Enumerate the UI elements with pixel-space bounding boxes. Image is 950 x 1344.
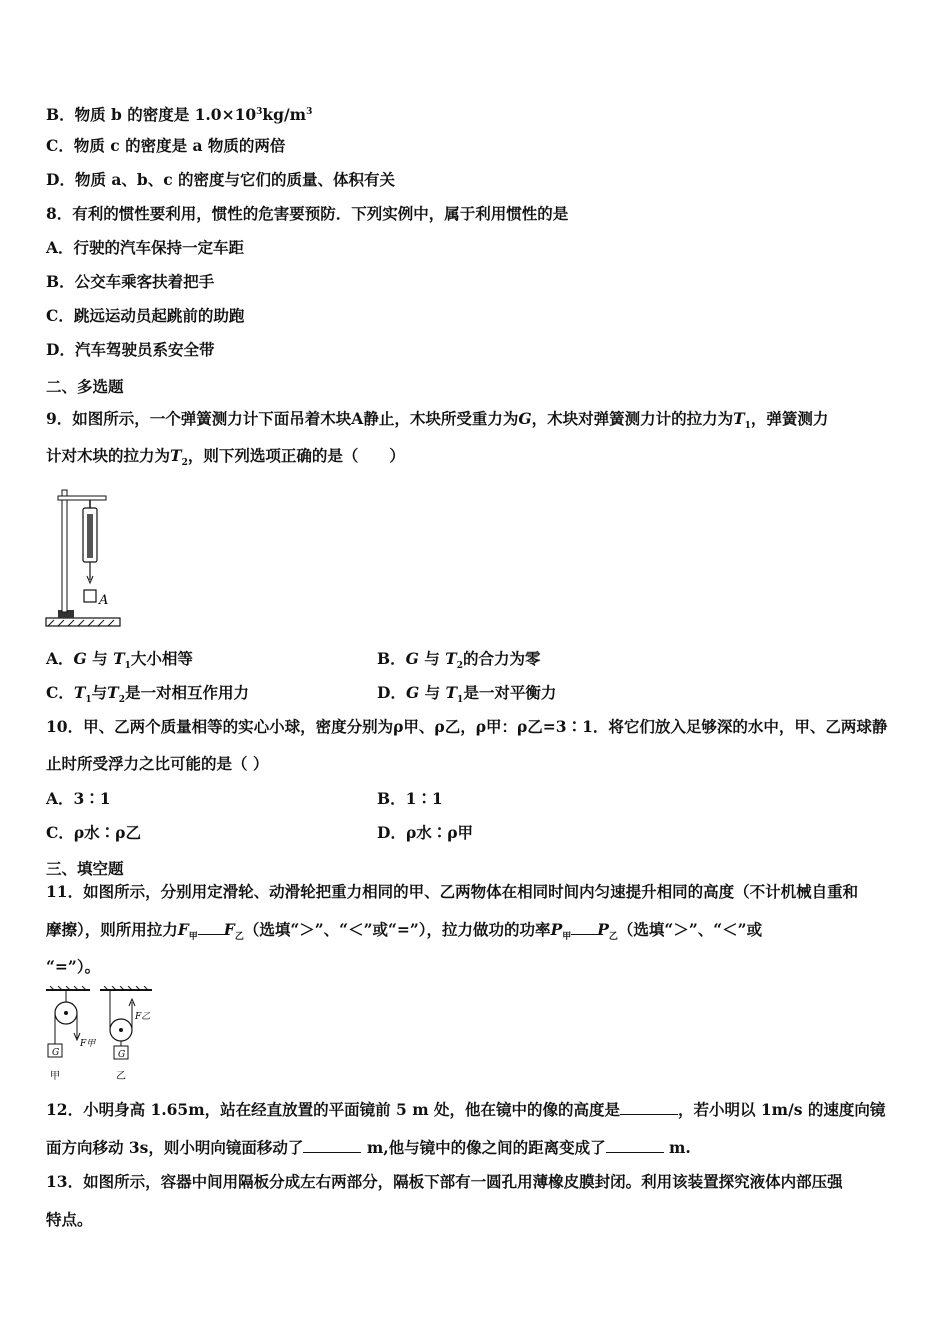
q7-option-c: C．物质 c 的密度是 a 物质的两倍 xyxy=(46,136,286,155)
q8-option-c: C．跳远运动员起跳前的助跑 xyxy=(46,306,245,325)
answer-blank[interactable] xyxy=(620,1100,678,1115)
q10-option-d: D．ρ水∶ρ甲 xyxy=(377,823,474,842)
spring-scale-figure xyxy=(44,484,126,634)
q10-option-c: C．ρ水∶ρ乙 xyxy=(46,823,141,842)
q13-stem-line1: 13．如图所示，容器中间用隔板分成左右两部分，隔板下部有一圆孔用薄橡皮膜封闭。利用该装置探究液体内部压强 xyxy=(46,1172,843,1191)
q11-stem-line2: 摩擦），则所用拉力$F_甲$ $F_乙$（选填“＞”、“＜”或“=”），拉力做功的功率$P_甲$ $P_乙$（选填“＞”、“＜”或 xyxy=(46,920,763,943)
q9-stem-line2: 计对木块的拉力为$T_2$，则下列选项正确的是（ ） xyxy=(46,446,405,469)
q13-stem-line2: 特点。 xyxy=(46,1210,93,1229)
q12-stem-line2: 面方向移动 3s，则小明向镜面移动了 m,他与镜中的像之间的距离变成了 m. xyxy=(46,1138,691,1157)
q10-option-a: A．3∶1 xyxy=(46,789,111,808)
svg-text:F乙: F乙 xyxy=(135,1012,151,1022)
q10-stem-line1: 10．甲、乙两个质量相等的实心小球，密度分别为ρ甲、ρ乙，ρ甲：ρ乙=3∶1．将它们放入足够深的水中，甲、乙两球静 xyxy=(46,717,888,736)
q9-option-d: D．G 与 $T_1$是一对平衡力 xyxy=(377,683,557,706)
svg-text:G: G xyxy=(52,1048,60,1058)
q12-stem-line1: 12．小明身高 1.65m，站在经直放置的平面镜前 5 m 处，他在镜中的像的高度是 ，若小明以 1m/s 的速度向镜 xyxy=(46,1100,886,1119)
answer-blank[interactable] xyxy=(571,920,597,935)
pulley-figure xyxy=(44,986,156,1086)
q8-option-d: D．汽车驾驶员系安全带 xyxy=(46,340,215,359)
block-label: A xyxy=(99,593,109,608)
svg-text:甲: 甲 xyxy=(50,1071,60,1082)
q9-option-b: B．G 与 $T_2$的合力为零 xyxy=(377,649,541,672)
q7-option-b: B．物质 b 的密度是 $1.0\times 10^3kg/m^3$ xyxy=(46,105,313,125)
q7-option-d: D．物质 a、b、c 的密度与它们的质量、体积有关 xyxy=(46,170,396,189)
q11-stem-line3: “=”）。 xyxy=(46,957,101,976)
q9-option-c: C．$T_1$与$T_2$是一对相互作用力 xyxy=(46,683,249,706)
q9-stem-line1: 9．如图所示，一个弹簧测力计下面吊着木块A静止，木块所受重力为G，木块对弹簧测力计的拉力为$T_1$，弹簧测力 xyxy=(46,409,829,432)
q11-stem-line1: 11．如图所示，分别用定滑轮、动滑轮把重力相同的甲、乙两物体在相同时间内匀速提升相同的高度（不计机械自重和 xyxy=(46,882,859,901)
q8-option-a: A．行驶的汽车保持一定车距 xyxy=(46,238,245,257)
q8-stem: 8．有利的惯性要利用，惯性的危害要预防．下列实例中，属于利用惯性的是 xyxy=(46,204,569,223)
q10-option-b: B．1∶1 xyxy=(377,789,443,808)
svg-text:乙: 乙 xyxy=(116,1071,126,1082)
answer-blank[interactable] xyxy=(303,1138,361,1153)
q9-option-a: A．G 与 $T_1$大小相等 xyxy=(46,649,193,672)
answer-blank[interactable] xyxy=(606,1138,664,1153)
q8-option-b: B．公交车乘客扶着把手 xyxy=(46,272,215,291)
section-heading-fill-in: 三、填空题 xyxy=(46,859,124,878)
svg-text:F甲: F甲 xyxy=(80,1039,96,1049)
q10-stem-line2: 止时所受浮力之比可能的是（ ） xyxy=(46,754,269,773)
section-heading-multiple-choice: 二、多选题 xyxy=(46,377,124,396)
answer-blank[interactable] xyxy=(198,920,224,935)
svg-text:G: G xyxy=(118,1050,126,1060)
